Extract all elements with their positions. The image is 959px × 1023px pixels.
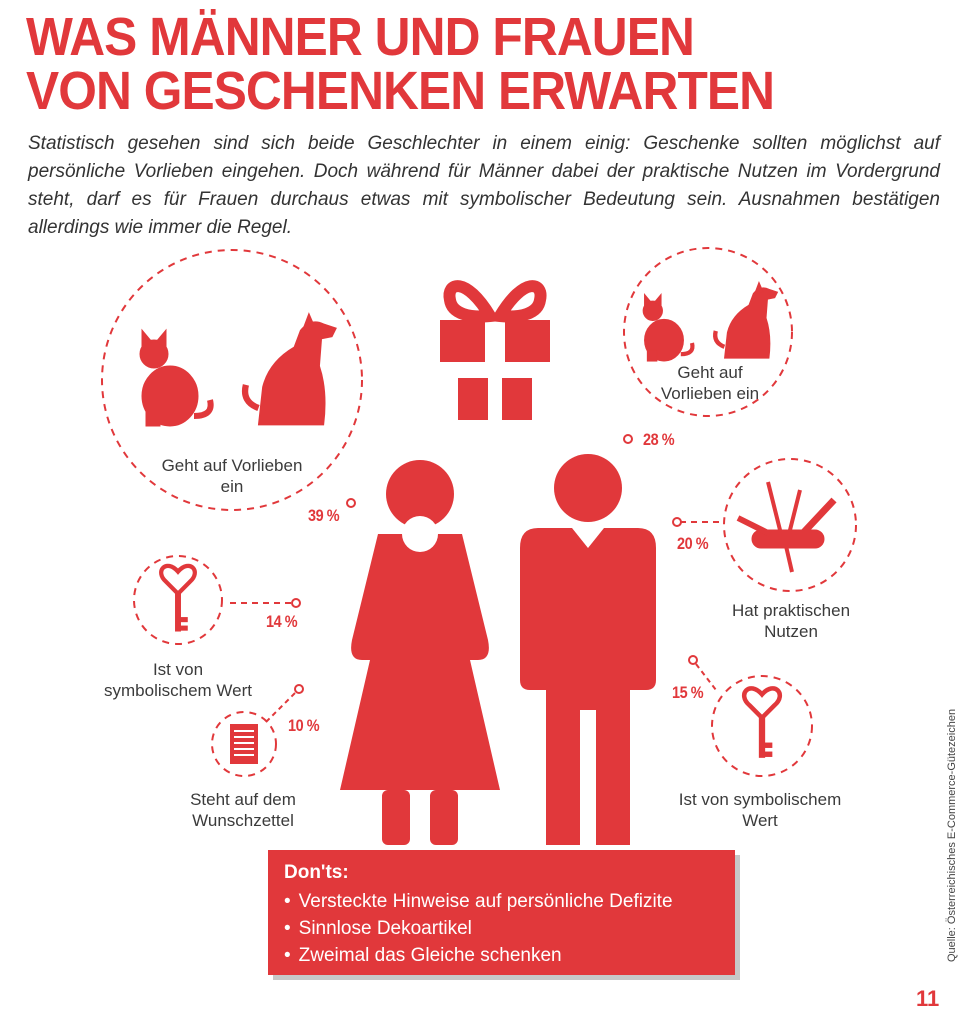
women-wishlist-label: [168, 789, 318, 831]
women-symbolic-label-line2: symbolischem Wert: [104, 681, 252, 700]
donts-list: [284, 888, 719, 969]
donts-box: [268, 850, 735, 975]
women-wishlist-label-line2: Wunschzettel: [192, 811, 294, 830]
men-practical-pct: 20 %: [677, 534, 709, 553]
intro-text: Statistisch gesehen sind sich beide Geschlechter in einem einig: Geschenke sollten möglichst auf persönliche Vorlieben eingehen. Doch während für Männer dabei der praktische Nutzen im Vordergrund steht, darf es für Frauen durchaus etwas mit symbolischer Bedeutung sein. Ausnahmen bestätigen allerdings wie immer die Regel.: [28, 133, 940, 238]
men-practical-label-line1: Hat praktischen: [731, 601, 851, 620]
donts-title: Don'ts:: [284, 862, 349, 883]
women-symbolic-pct: 14 %: [266, 612, 298, 631]
cat-dog-icon: [643, 282, 778, 361]
cat-dog-icon: [140, 314, 336, 427]
women-preference-pct: 39 %: [308, 506, 340, 525]
donts-item: • Zweimal das Gleiche schenken: [284, 942, 719, 969]
list-icon: [230, 724, 258, 764]
men-symbolic-label-line2: Wert: [742, 811, 778, 830]
gift-icon: [440, 286, 550, 420]
key-icon: [744, 688, 780, 757]
women-preference-label: [132, 455, 332, 497]
men-symbolic-label-line1: Ist von symbolischem: [678, 790, 842, 809]
women-preference-label-line1: Geht auf Vorlieben: [161, 456, 303, 475]
man-figure: [520, 454, 656, 845]
page-number: 11: [916, 986, 940, 1011]
key-icon: [161, 566, 195, 631]
page-title-line2: VON GESCHENKEN ERWARTEN: [26, 61, 775, 121]
men-preference-pct: 28 %: [643, 430, 675, 449]
men-cat-dog-circle: [624, 248, 792, 443]
donts-item: • Versteckte Hinweise auf persönliche Defizite: [284, 888, 719, 915]
men-key-circle: [689, 656, 812, 776]
men-preference-label-line2: Vorlieben ein: [660, 384, 760, 403]
men-symbolic-label: [660, 789, 860, 831]
page-title-line1: WAS MÄNNER UND FRAUEN: [26, 7, 694, 67]
women-wishlist-pct: 10 %: [288, 716, 320, 735]
woman-figure: [340, 460, 500, 845]
women-symbolic-label: [88, 659, 268, 701]
women-symbolic-label-line1: Ist von: [152, 660, 204, 679]
men-preference-label-line1: Geht auf: [677, 363, 743, 382]
men-practical-label: [706, 600, 876, 642]
source-note: Quelle: Österreichisches E-Commerce-Gütezeichen: [946, 708, 958, 962]
men-symbolic-pct: 15 %: [672, 683, 704, 702]
women-wishlist-label-line1: Steht auf dem: [190, 790, 296, 809]
men-practical-label-line2: Nutzen: [764, 622, 818, 641]
donts-item: • Sinnlose Dekoartikel: [284, 915, 719, 942]
swiss-knife-circle: [673, 459, 856, 591]
women-preference-label-line2: ein: [220, 477, 244, 496]
swiss-knife-icon: [738, 482, 834, 572]
men-preference-label: [640, 362, 780, 404]
